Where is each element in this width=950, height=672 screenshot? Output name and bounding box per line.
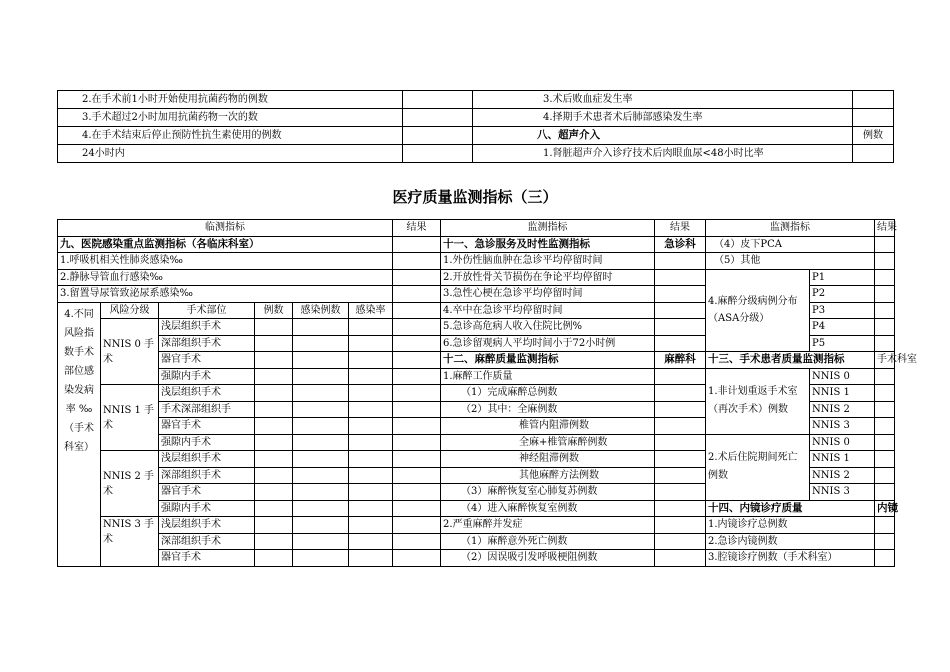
col-header: 监测指标 bbox=[441, 220, 655, 237]
list-item: 1.外伤性脑血肿在急诊平均停留时间 bbox=[441, 253, 655, 270]
site-label: 深部组织手术 bbox=[159, 467, 255, 484]
top-table bbox=[57, 90, 894, 163]
list-item: 椎管内阻滞例数 bbox=[441, 418, 655, 435]
table-row bbox=[58, 127, 894, 145]
nnis-level: NNIS 3 手术 bbox=[101, 517, 159, 567]
site-label: 强隙内手术 bbox=[159, 500, 255, 517]
table-row bbox=[58, 500, 895, 517]
table-row bbox=[58, 368, 895, 385]
section-title: 九、医院感染重点监测指标（各临床科室） bbox=[58, 236, 393, 253]
list-item: （3）麻醉恢复室心肺复苏例数 bbox=[441, 484, 655, 501]
table-row bbox=[58, 352, 895, 369]
list-item: 1.麻醉工作质量 bbox=[441, 368, 655, 385]
sub-header: 感染率 bbox=[349, 302, 393, 319]
list-item: 4.卒中在急诊平均停留时间 bbox=[441, 302, 655, 319]
site-label: 器官手术 bbox=[159, 484, 255, 501]
dept-label: 手术科室 bbox=[875, 352, 895, 369]
table-row bbox=[58, 253, 895, 270]
site-label: 深部组织手术 bbox=[159, 335, 255, 352]
list-item: 3.留置导尿管致泌尿系感染‰ bbox=[58, 286, 393, 303]
dept-label: 麻醉科 bbox=[655, 352, 706, 369]
site-label: 器官手术 bbox=[159, 418, 255, 435]
nnis-level: NNIS 2 手术 bbox=[101, 451, 159, 517]
col-header: 结果 bbox=[875, 220, 895, 237]
return-label: 1.非计划重返手术室（再次手术）例数 bbox=[706, 368, 810, 434]
header-row bbox=[58, 220, 895, 237]
site-label: 浅层组织手术 bbox=[159, 385, 255, 402]
list-item: 2.开放性骨关节损伤在争论平均停留时 bbox=[441, 269, 655, 286]
top-cell: 1.肾脏超声介入诊疗技术后肉眼血尿<48小时比率 bbox=[473, 145, 853, 163]
asa-level: P2 bbox=[810, 286, 875, 303]
list-item: （1）完成麻醉总例数 bbox=[441, 385, 655, 402]
col-header: 临测指标 bbox=[58, 220, 393, 237]
site-label: 浅层组织手术 bbox=[159, 517, 255, 534]
col-header: 结果 bbox=[655, 220, 706, 237]
main-table bbox=[57, 219, 917, 567]
top-cell: 24小时内 bbox=[58, 145, 403, 163]
site-label: 手术深部组织手 bbox=[159, 401, 255, 418]
section-title: 十二、麻醉质量监测指标 bbox=[441, 352, 655, 369]
top-cell: 3.手术超过2小时加用抗菌药物一次的数 bbox=[58, 109, 403, 127]
list-item: 全麻+椎管麻醉例数 bbox=[441, 434, 655, 451]
col-header: 监测指标 bbox=[706, 220, 875, 237]
list-item: 1.内镜诊疗总例数 bbox=[706, 517, 875, 534]
asa-level: P1 bbox=[810, 269, 875, 286]
list-item: 其他麻醉方法例数 bbox=[441, 467, 655, 484]
section-title: 十一、急诊服务及时性监测指标 bbox=[441, 236, 655, 253]
asa-level: P4 bbox=[810, 319, 875, 336]
top-cell bbox=[853, 109, 894, 127]
nnis-level: NNIS 0 bbox=[810, 368, 875, 385]
top-cell: 3.术后败血症发生率 bbox=[473, 91, 853, 109]
nnis-level: NNIS 1 bbox=[810, 385, 875, 402]
item4-label: 4.不同风险指数手术部位感染发病率 ‰（手术科室） bbox=[58, 302, 101, 566]
nnis-level: NNIS 3 bbox=[810, 484, 875, 501]
table-row bbox=[58, 145, 894, 163]
list-item: （1）麻醉意外死亡例数 bbox=[441, 533, 655, 550]
dept-label: 内镜 bbox=[875, 500, 895, 517]
nnis-level: NNIS 0 手术 bbox=[101, 319, 159, 385]
list-item: 3.腔镜诊疗例数（手术科室） bbox=[706, 550, 875, 567]
table-row bbox=[58, 517, 895, 534]
table-row bbox=[58, 269, 895, 286]
site-label: 强隙内手术 bbox=[159, 434, 255, 451]
dept-label: 急诊科 bbox=[655, 236, 706, 253]
list-item: 3.急性心梗在急诊平均停留时间 bbox=[441, 286, 655, 303]
top-cell: 4.择期手术患者术后肺部感染发生率 bbox=[473, 109, 853, 127]
list-item: 2.严重麻醉并发症 bbox=[441, 517, 655, 534]
nnis-level: NNIS 1 bbox=[810, 451, 875, 468]
col-header: 结果 bbox=[393, 220, 441, 237]
nnis-level: NNIS 3 bbox=[810, 418, 875, 435]
site-label: 深部组织手术 bbox=[159, 533, 255, 550]
site-label: 浅层组织手术 bbox=[159, 451, 255, 468]
section-title: 十四、内镜诊疗质量 bbox=[706, 500, 875, 517]
sub-header: 风险分级 bbox=[101, 302, 159, 319]
table-row bbox=[58, 236, 895, 253]
top-cell: 2.在手术前1小时开始使用抗菌药物的例数 bbox=[58, 91, 403, 109]
list-item: 神经阻滞例数 bbox=[441, 451, 655, 468]
list-item: （5）其他 bbox=[706, 253, 875, 270]
list-item: 6.急诊留观病人平均时间小于72小时例 bbox=[441, 335, 655, 352]
section-title: 八、超声介入 bbox=[473, 127, 853, 145]
page-title: 医疗质量监测指标（三） bbox=[392, 188, 558, 206]
top-cell: 4.在手术结束后停止预防性抗生素使用的例数 bbox=[58, 127, 403, 145]
section-title: 十三、手术患者质量监测指标 bbox=[706, 352, 875, 369]
nnis-level: NNIS 2 bbox=[810, 467, 875, 484]
nnis-level: NNIS 2 bbox=[810, 401, 875, 418]
list-item: （2）其中：全麻例数 bbox=[441, 401, 655, 418]
site-label: 器官手术 bbox=[159, 352, 255, 369]
table-row bbox=[58, 109, 894, 127]
top-cell: 例数 bbox=[853, 127, 894, 145]
sub-header: 例数 bbox=[255, 302, 293, 319]
asa-label: 4.麻醉分级病例分布（ASA分级） bbox=[706, 269, 810, 352]
asa-level: P5 bbox=[810, 335, 875, 352]
list-item: 1.呼吸机相关性肺炎感染‰ bbox=[58, 253, 393, 270]
list-item: 2.静脉导管血行感染‰ bbox=[58, 269, 393, 286]
table-row bbox=[58, 91, 894, 109]
asa-level: P3 bbox=[810, 302, 875, 319]
top-cell bbox=[853, 91, 894, 109]
nnis-level: NNIS 0 bbox=[810, 434, 875, 451]
list-item: 5.急诊高危病人收入住院比例% bbox=[441, 319, 655, 336]
list-item: 2.急诊内镜例数 bbox=[706, 533, 875, 550]
site-label: 浅层组织手术 bbox=[159, 319, 255, 336]
death-label: 2.术后住院期间死亡例数 bbox=[706, 434, 810, 500]
list-item: （4）进入麻醉恢复室例数 bbox=[441, 500, 655, 517]
table-row bbox=[58, 533, 895, 550]
site-label: 器官手术 bbox=[159, 550, 255, 567]
site-label: 强隙内手术 bbox=[159, 368, 255, 385]
list-item: （2）因误吸引发呼吸梗阻例数 bbox=[441, 550, 655, 567]
nnis-level: NNIS 1 手术 bbox=[101, 385, 159, 451]
table-row bbox=[58, 434, 895, 451]
sub-header: 感染例数 bbox=[293, 302, 349, 319]
list-item: （4）皮下PCA bbox=[706, 236, 875, 253]
sub-header: 手术部位 bbox=[159, 302, 255, 319]
table-row bbox=[58, 550, 895, 567]
